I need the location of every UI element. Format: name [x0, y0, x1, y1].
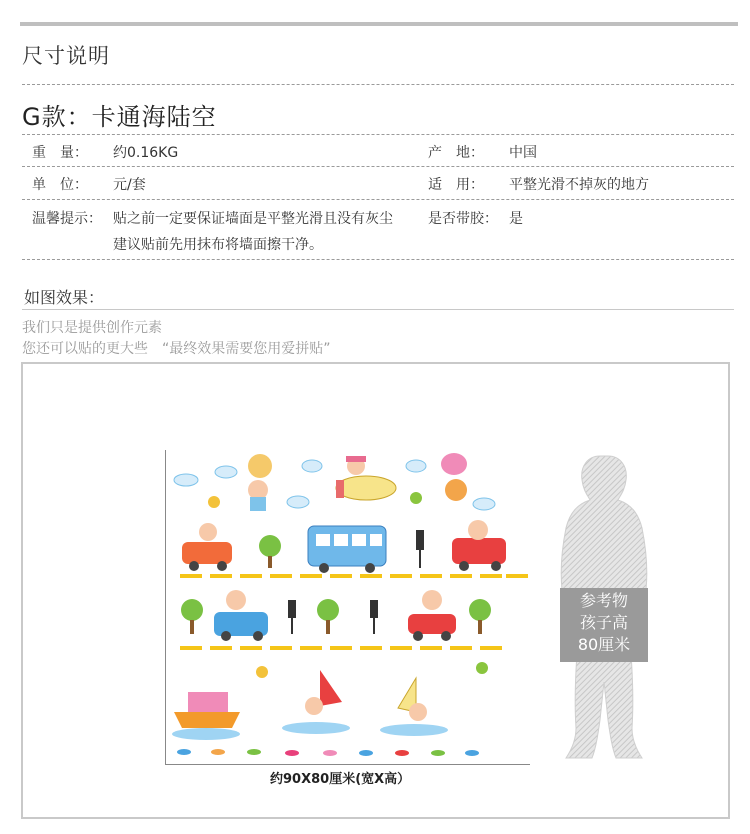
balloon-icon: [441, 453, 467, 475]
tiger-icon: [445, 479, 467, 501]
product-title: G款：卡通海陆空: [22, 103, 217, 131]
effect-note-2: 您还可以贴的更大些 “最终效果需要您用爱拼贴”: [22, 341, 331, 357]
glue-label: 是否带胶：: [428, 211, 498, 227]
car-icon: [182, 523, 232, 571]
cloud-icon: [473, 498, 495, 510]
divider: [22, 309, 734, 310]
cloud-icon: [302, 460, 322, 472]
usage-label: 适 用：: [428, 177, 484, 193]
car-icon: [408, 590, 456, 641]
cloud-icon: [215, 466, 237, 478]
tree-icon: [259, 535, 281, 568]
cloud-icon: [287, 496, 309, 508]
effect-title: 如图效果：: [24, 288, 105, 307]
traffic-light-icon: [370, 600, 378, 634]
car-icon: [214, 590, 268, 641]
tip-label: 温馨提示：: [32, 211, 102, 227]
glue-value: 是: [509, 211, 523, 227]
divider: [22, 134, 734, 135]
tip-line-2: 建议贴前先用抹布将墙面擦干净。: [113, 237, 323, 253]
size-caption: 约90X80厘米(宽X高）: [270, 772, 411, 787]
reference-label-line-2: 孩子高: [579, 613, 628, 632]
origin-value: 中国: [509, 145, 537, 161]
sailboat-icon: [282, 670, 350, 734]
origin-label: 产 地：: [428, 145, 484, 161]
traffic-light-icon: [288, 600, 296, 634]
airplane-icon: [336, 456, 396, 500]
sailboat-icon: [380, 678, 448, 736]
section-title: 尺寸说明: [22, 44, 110, 68]
sticker-artwork: [166, 450, 530, 764]
balloon-icon: [248, 454, 272, 478]
reference-height-label: [560, 588, 648, 662]
divider: [22, 259, 734, 260]
weight-value: 约0.16KG: [113, 145, 179, 161]
tree-icon: [181, 599, 203, 634]
tree-icon: [469, 599, 491, 634]
usage-value: 平整光滑不掉灰的地方: [509, 177, 649, 193]
bird-icon: [476, 662, 488, 674]
reference-label-line-1: 参考物: [579, 591, 628, 610]
car-icon: [452, 520, 506, 571]
character-icon: [250, 497, 266, 511]
cloud-icon: [174, 474, 198, 486]
wall-sticker-area: [165, 450, 530, 765]
reference-label-line-3: 80厘米: [577, 635, 631, 654]
effect-note-1: 我们只是提供创作元素: [22, 320, 162, 336]
divider: [22, 84, 734, 85]
cloud-icon: [406, 460, 426, 472]
tip-line-1: 贴之前一定要保证墙面是平整光滑且没有灰尘: [113, 211, 393, 227]
boat-icon: [172, 692, 240, 740]
bird-icon: [256, 666, 268, 678]
divider: [22, 166, 734, 167]
traffic-light-icon: [416, 530, 424, 568]
tree-icon: [317, 599, 339, 634]
fish-icon: [177, 749, 479, 756]
divider: [22, 199, 734, 200]
unit-value: 元/套: [113, 177, 146, 193]
unit-label: 单 位：: [32, 177, 88, 193]
top-divider-bar: [20, 22, 738, 26]
bird-icon: [410, 492, 422, 504]
weight-label: 重 量：: [32, 145, 88, 161]
bus-icon: [308, 526, 386, 573]
bird-icon: [208, 496, 220, 508]
